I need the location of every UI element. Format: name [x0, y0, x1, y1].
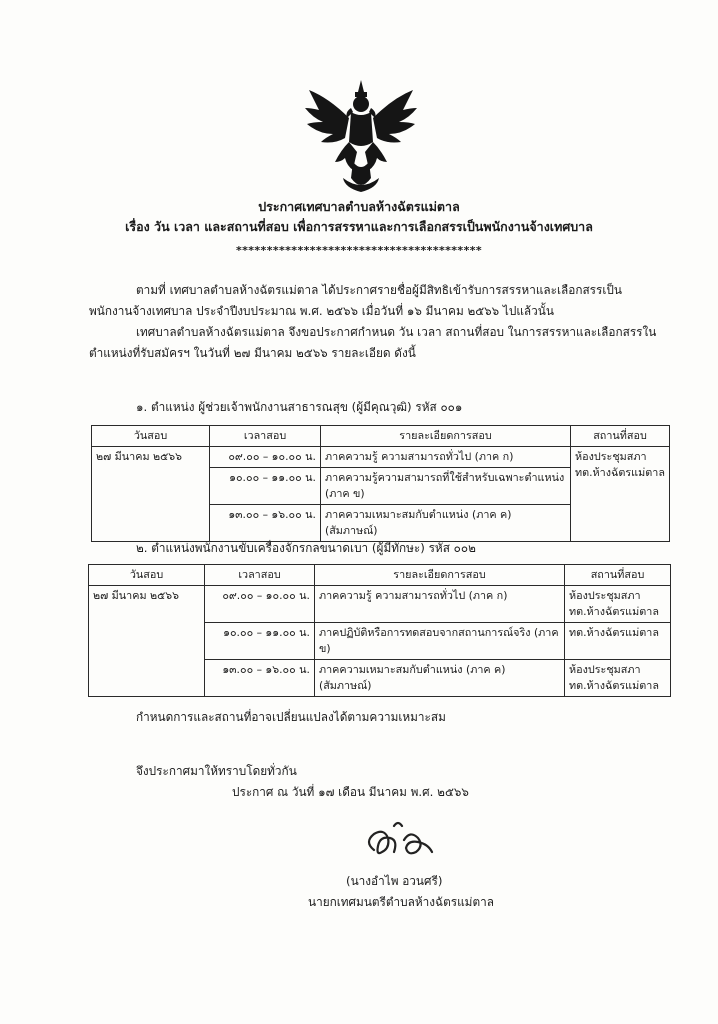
exam-place-cell: [565, 586, 671, 623]
exam-time-cell: ๑๐.๐๐ – ๑๑.๐๐ น.: [210, 468, 321, 505]
announcement-title: ประกาศเทศบาลตำบลห้างฉัตรแม่ตาล: [258, 199, 460, 214]
change-notice: กำหนดการและสถานที่อาจเปลี่ยนแปลงได้ตามความเหมาะสม: [136, 710, 446, 724]
table-row: [89, 586, 671, 623]
exam-detail-line-2: (ภาค ข): [325, 487, 365, 500]
exam-date-cell: ๒๗ มีนาคม ๒๕๖๖: [92, 447, 210, 542]
exam-detail-cell: ภาคความเหมาะสมกับตำแหน่ง (ภาค ค) (สัมภาษณ์): [321, 505, 571, 542]
exam-time-cell: ๑๐.๐๐ – ๑๑.๐๐ น.: [205, 623, 315, 660]
exam-detail-cell: ภาคความรู้ ความสามารถทั่วไป (ภาค ก): [315, 586, 565, 623]
column-header-time: เวลาสอบ: [210, 426, 321, 447]
separator-line: ****************************************: [235, 244, 483, 257]
garuda-emblem-icon: [303, 78, 419, 194]
announce-date: ประกาศ ณ วันที่ ๑๗ เดือน มีนาคม พ.ศ. ๒๕๖๖: [232, 785, 469, 799]
exam-time-cell: ๐๙.๐๐ – ๑๐.๐๐ น.: [210, 447, 321, 468]
exam-place-cell: ทต.ห้างฉัตรแม่ตาล: [565, 623, 671, 660]
intro-line-4: ตำแหน่งที่รับสมัครฯ ในวันที่ ๒๗ มีนาคม ๒๕๖๖ รายละเอียด ดังนี้: [89, 346, 416, 360]
exam-time-cell: ๑๓.๐๐ – ๑๖.๐๐ น.: [210, 505, 321, 542]
column-header-date: วันสอบ: [89, 565, 205, 586]
column-header-detail: รายละเอียดการสอบ: [315, 565, 565, 586]
exam-place-line-1: ห้องประชุมสภา: [569, 663, 641, 676]
exam-detail-line-1: ภาคความรู้ความสามารถที่ใช้สำหรับเฉพาะตำแหน่ง: [325, 471, 565, 484]
column-header-date: วันสอบ: [92, 426, 210, 447]
exam-detail-cell: ภาคความรู้ ความสามารถทั่วไป (ภาค ก): [321, 447, 571, 468]
column-header-place: สถานที่สอบ: [565, 565, 671, 586]
exam-place-cell: [565, 660, 671, 697]
signatory-name: (นางอำไพ อวนศรี): [346, 874, 443, 888]
exam-detail-cell: ภาคปฏิบัติหรือการทดสอบจากสถานการณ์จริง (ภาค ข): [315, 623, 565, 660]
exam-place-line-2: ทต.ห้างฉัตรแม่ตาล: [569, 679, 659, 692]
position-2-schedule-table: [88, 564, 671, 697]
exam-date-cell: ๒๗ มีนาคม ๒๕๖๖: [89, 586, 205, 697]
intro-line-1: ตามที่ เทศบาลตำบลห้างฉัตรแม่ตาล ได้ประกาศรายชื่อผู้มีสิทธิเข้ารับการสรรหาและเลือกสรรเป็น: [136, 283, 622, 297]
exam-place-cell: [571, 447, 670, 542]
announcement-subject: เรื่อง วัน เวลา และสถานที่สอบ เพื่อการสรรหาและการเลือกสรรเป็นพนักงานจ้างเทศบาล: [125, 219, 593, 234]
intro-line-3: เทศบาลตำบลห้างฉัตรแม่ตาล จึงขอประกาศกำหนด วัน เวลา สถานที่สอบ ในการสรรหาและเลือกสรรใน: [136, 325, 657, 339]
column-header-detail: รายละเอียดการสอบ: [321, 426, 571, 447]
signatory-title: นายกเทศมนตรีตำบลห้างฉัตรแม่ตาล: [308, 895, 494, 909]
exam-time-cell: ๐๙.๐๐ – ๑๐.๐๐ น.: [205, 586, 315, 623]
table-row: [92, 447, 670, 468]
position-1-heading: ๑. ตำแหน่ง ผู้ช่วยเจ้าพนักงานสาธารณสุข (ผู้มีคุณวุฒิ) รหัส ๐๐๑: [136, 400, 463, 414]
exam-detail-cell: [321, 468, 571, 505]
announce-line: จึงประกาศมาให้ทราบโดยทั่วกัน: [136, 764, 297, 778]
exam-place-line-2: ทต.ห้างฉัตรแม่ตาล: [569, 605, 659, 618]
intro-line-2: พนักงานจ้างเทศบาล ประจำปีงบประมาณ พ.ศ. ๒๕๖๖ เมื่อวันที่ ๑๖ มีนาคม ๒๕๖๖ ไปแล้วนั้น: [89, 304, 554, 318]
position-2-heading: ๒. ตำแหน่งพนักงานขับเครื่องจักรกลขนาดเบา (ผู้มีทักษะ) รหัส ๐๐๒: [136, 541, 476, 555]
exam-place-line-2: ทต.ห้างฉัตรแม่ตาล: [575, 466, 665, 479]
exam-place-line-1: ห้องประชุมสภา: [575, 450, 647, 463]
position-1-schedule-table: [91, 425, 670, 542]
exam-place-line-1: ห้องประชุมสภา: [569, 589, 641, 602]
signature: [360, 816, 450, 868]
exam-detail-cell: ภาคความเหมาะสมกับตำแหน่ง (ภาค ค) (สัมภาษณ์): [315, 660, 565, 697]
exam-time-cell: ๑๓.๐๐ – ๑๖.๐๐ น.: [205, 660, 315, 697]
column-header-time: เวลาสอบ: [205, 565, 315, 586]
column-header-place: สถานที่สอบ: [571, 426, 670, 447]
